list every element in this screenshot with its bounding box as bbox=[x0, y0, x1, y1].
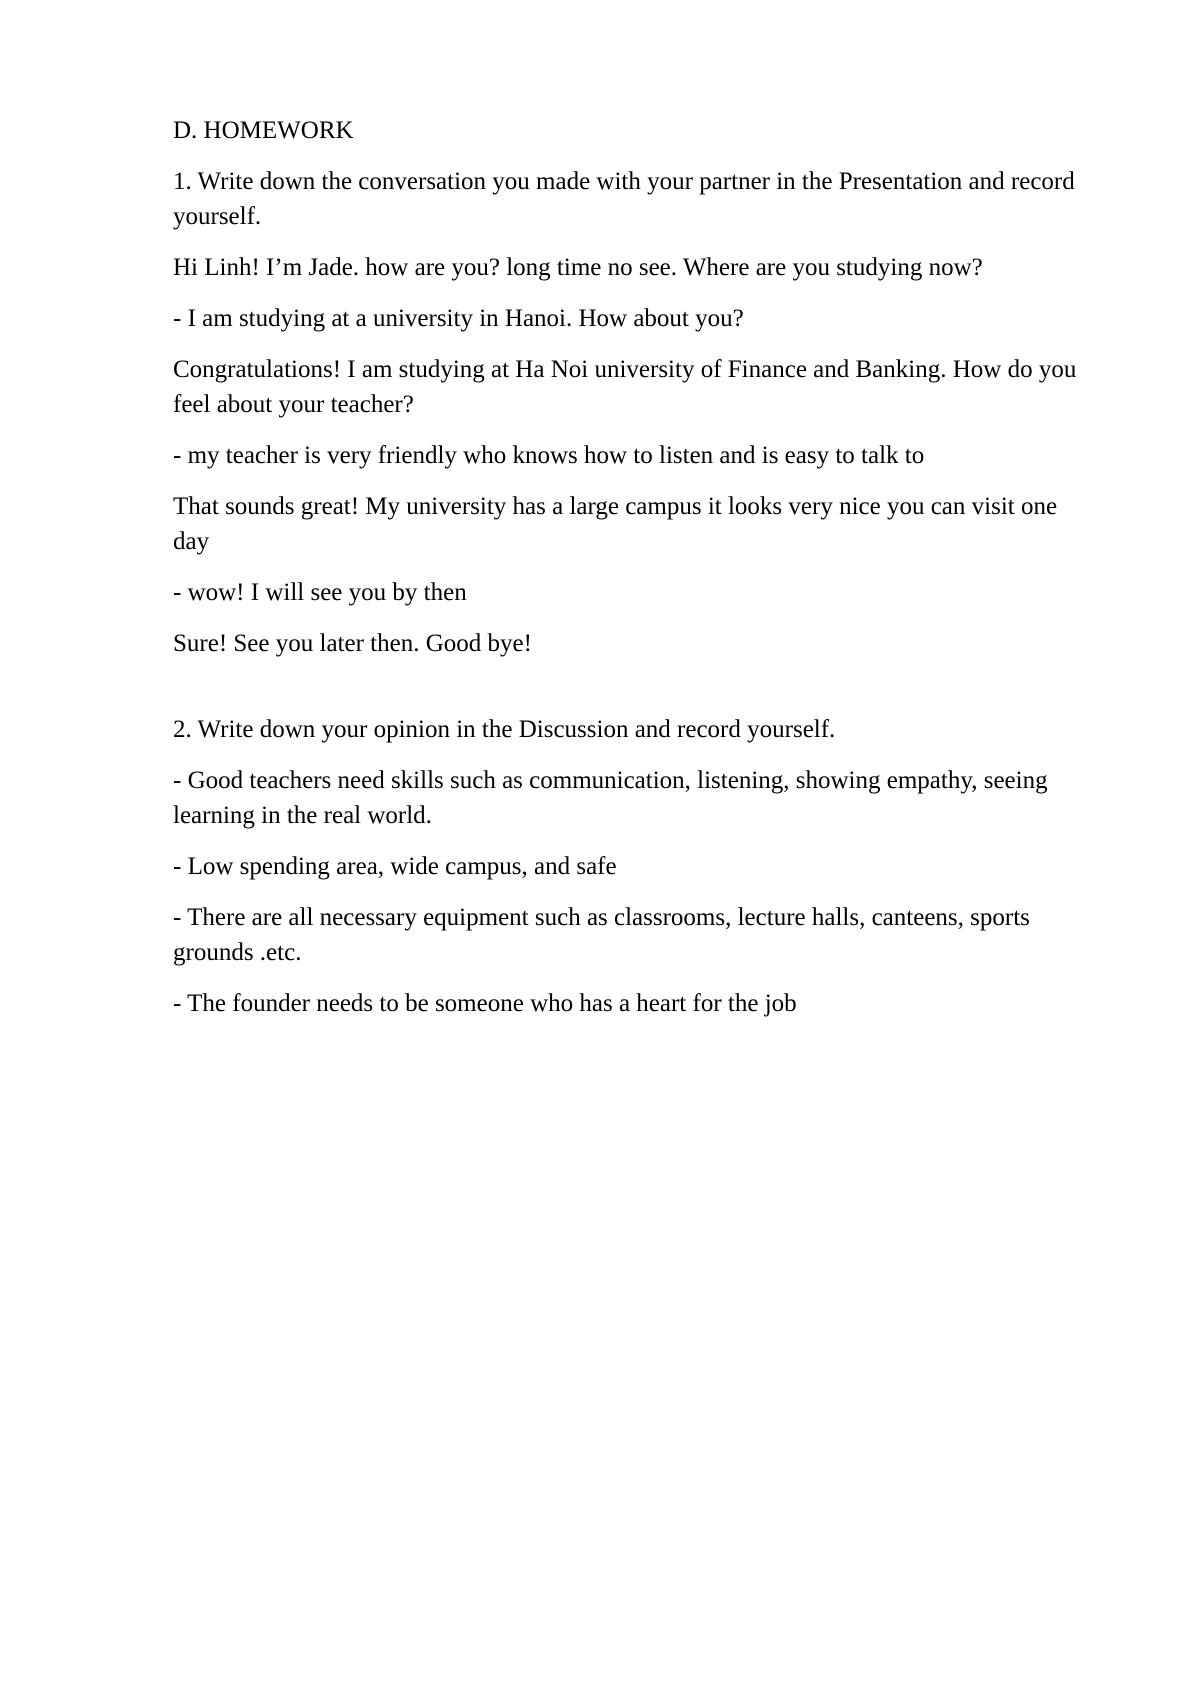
conversation-line: Congratulations! I am studying at Ha Noi university of Finance and Banking. How do you feel about your teacher? bbox=[173, 356, 1077, 418]
opinion-line: - There are all necessary equipment such as classrooms, lecture halls, canteens, sports grounds .etc. bbox=[173, 904, 1030, 966]
task-1-prompt: 1. Write down the conversation you made with your partner in the Presentation and record yourself. bbox=[173, 168, 1075, 230]
opinion-line: - Good teachers need skills such as communication, listening, showing empathy, seeing learning in the real world. bbox=[173, 767, 1048, 829]
section-heading: D. HOMEWORK bbox=[173, 117, 354, 144]
document-body bbox=[173, 113, 1093, 1037]
section-spacer bbox=[173, 677, 1093, 712]
conversation-line: - my teacher is very friendly who knows how to listen and is easy to talk to bbox=[173, 442, 925, 469]
conversation-line: Sure! See you later then. Good bye! bbox=[173, 630, 532, 657]
task-2-prompt: 2. Write down your opinion in the Discussion and record yourself. bbox=[173, 716, 836, 743]
conversation-line: That sounds great! My university has a large campus it looks very nice you can visit one day bbox=[173, 493, 1058, 555]
opinion-line: - The founder needs to be someone who has a heart for the job bbox=[173, 990, 797, 1017]
conversation-line: Hi Linh! I’m Jade. how are you? long time no see. Where are you studying now? bbox=[173, 254, 983, 281]
opinion-line: - Low spending area, wide campus, and safe bbox=[173, 853, 617, 880]
conversation-line: - wow! I will see you by then bbox=[173, 579, 467, 606]
conversation-line: - I am studying at a university in Hanoi. How about you? bbox=[173, 305, 744, 332]
